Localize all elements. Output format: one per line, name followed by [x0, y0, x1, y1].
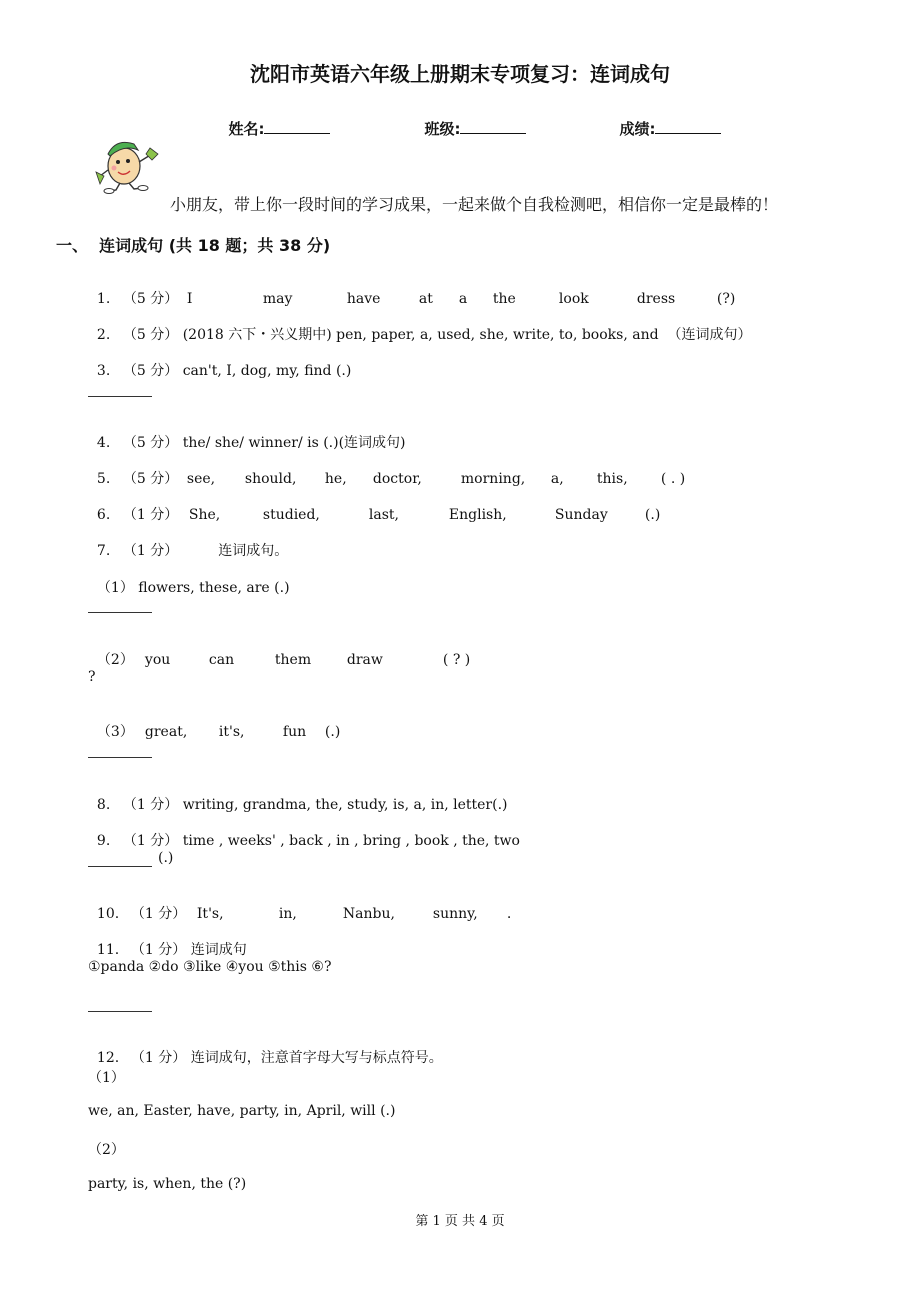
word: doctor,: [372, 471, 422, 487]
word: studied,: [262, 507, 320, 523]
question-points: （5 分）: [122, 327, 179, 343]
question-number: 6.: [96, 507, 111, 523]
question-points: （5 分）: [122, 291, 179, 307]
word: a,: [550, 471, 564, 487]
word: a: [458, 291, 468, 307]
question-instruction: 连词成句，注意首字母大写与标点符号。: [190, 1050, 443, 1066]
name-blank[interactable]: [264, 119, 330, 134]
word: look: [558, 291, 589, 307]
class-field: [414, 100, 526, 139]
sub-text: flowers, these, are (.): [138, 580, 290, 596]
word: ( ? ): [442, 652, 471, 668]
question-points: （1 分）: [122, 797, 179, 813]
question-number: 10.: [96, 906, 120, 922]
question-points: （1 分）: [130, 906, 187, 922]
word: (.): [324, 724, 341, 740]
question-number: 11.: [96, 942, 120, 958]
word: draw: [346, 652, 383, 668]
question-12-sub-2: party, is, when, the (?): [88, 1176, 247, 1192]
answer-blank[interactable]: [88, 866, 152, 867]
word: sunny,: [432, 906, 478, 922]
question-points: （1 分）: [122, 543, 179, 559]
word: may: [262, 291, 293, 307]
answer-blank[interactable]: [88, 757, 152, 758]
question-10: [88, 887, 511, 923]
class-blank[interactable]: [460, 119, 526, 134]
word: (.): [644, 507, 661, 523]
word: English,: [448, 507, 507, 523]
question-text: time , weeks' , back , in , bring , book , the, two: [182, 833, 520, 849]
question-6: [88, 488, 660, 524]
question-2: [88, 308, 751, 344]
question-instruction: 连词成句: [190, 942, 247, 958]
encouragement-text: 小朋友，带上你一段时间的学习成果，一起来做个自我检测吧，相信你一定是最棒的！: [170, 195, 779, 214]
word: in,: [278, 906, 297, 922]
word: I: [186, 291, 193, 307]
question-12-sub-1-label: （1）: [88, 1070, 125, 1086]
question-points: （1 分）: [122, 507, 179, 523]
score-blank[interactable]: [655, 119, 721, 134]
question-number: 3.: [96, 363, 111, 379]
question-points: （1 分）: [130, 942, 187, 958]
word: see,: [186, 471, 216, 487]
question-12-sub-1: we, an, Easter, have, party, in, April, will (.): [88, 1103, 396, 1119]
class-label: 班级:: [424, 120, 461, 138]
question-instruction: 连词成句。: [218, 543, 289, 559]
section-heading: 一、 连词成句 (共 18 题；共 38 分): [56, 236, 331, 255]
word: this,: [596, 471, 628, 487]
word: great,: [144, 724, 188, 740]
word: fun: [282, 724, 307, 740]
question-9: [88, 814, 520, 850]
question-number: 1.: [96, 291, 111, 307]
question-7-sub-2: [88, 633, 470, 669]
question-points: （1 分）: [122, 833, 179, 849]
question-12-sub-2-label: （2）: [88, 1142, 125, 1158]
question-7: [88, 524, 288, 560]
word: should,: [244, 471, 297, 487]
word: She,: [188, 507, 221, 523]
word: them: [274, 652, 312, 668]
question-points: （5 分）: [122, 471, 179, 487]
sub-label: （2）: [96, 652, 134, 668]
question-7-sub-2-answer: ?: [88, 669, 96, 685]
word: Nanbu,: [342, 906, 395, 922]
question-text: the/ she/ winner/ is (.)(连词成句): [182, 435, 406, 451]
question-number: 4.: [96, 435, 111, 451]
sub-label: （3）: [96, 724, 134, 740]
question-points: （5 分）: [122, 435, 179, 451]
question-number: 8.: [96, 797, 111, 813]
name-label: 姓名:: [228, 120, 265, 138]
question-4: [88, 416, 406, 452]
question-number: 2.: [96, 327, 111, 343]
word: last,: [368, 507, 399, 523]
question-3: [88, 344, 351, 380]
word: he,: [324, 471, 347, 487]
question-5: [88, 452, 685, 488]
question-7-sub-1: [88, 561, 290, 597]
question-number: 9.: [96, 833, 111, 849]
question-9-tail: (.): [158, 850, 174, 866]
question-number: 7.: [96, 543, 111, 559]
question-12: [88, 1031, 443, 1067]
page-title: 沈阳市英语六年级上册期末专项复习：连词成句: [250, 62, 670, 86]
word: (?): [716, 291, 736, 307]
word: dress: [636, 291, 676, 307]
question-text: can't, I, dog, my, find (.): [182, 363, 352, 379]
word: have: [346, 291, 381, 307]
question-text: writing, grandma, the, study, is, a, in, letter(.): [182, 797, 508, 813]
word: morning,: [460, 471, 526, 487]
question-points: （1 分）: [130, 1050, 187, 1066]
word: at: [418, 291, 433, 307]
question-1: [88, 272, 735, 308]
word: It's,: [196, 906, 224, 922]
sub-label: （1）: [96, 580, 134, 596]
word: Sunday: [554, 507, 608, 523]
answer-blank[interactable]: [88, 396, 152, 397]
answer-blank[interactable]: [88, 612, 152, 613]
question-text: (2018 六下・兴义期中) pen, paper, a, used, she, write, to, books, and （连词成句）: [182, 327, 752, 343]
question-11-words: ①panda ②do ③like ④you ⑤this ⑥?: [88, 959, 332, 975]
question-7-sub-3: [88, 705, 340, 741]
name-field: [218, 100, 330, 139]
mascot-illustration: [94, 132, 166, 194]
answer-blank[interactable]: [88, 1011, 152, 1012]
page-number: 第 1 页 共 4 页: [415, 1214, 505, 1229]
score-label: 成绩:: [619, 120, 656, 138]
word: you: [144, 652, 171, 668]
question-11: [88, 923, 247, 959]
score-field: [609, 100, 721, 139]
word: .: [506, 906, 512, 922]
word: it's,: [218, 724, 245, 740]
question-number: 12.: [96, 1050, 120, 1066]
word: the: [492, 291, 516, 307]
question-8: [88, 778, 508, 814]
word: can: [208, 652, 235, 668]
word: ( . ): [660, 471, 686, 487]
question-points: （5 分）: [122, 363, 179, 379]
question-number: 5.: [96, 471, 111, 487]
